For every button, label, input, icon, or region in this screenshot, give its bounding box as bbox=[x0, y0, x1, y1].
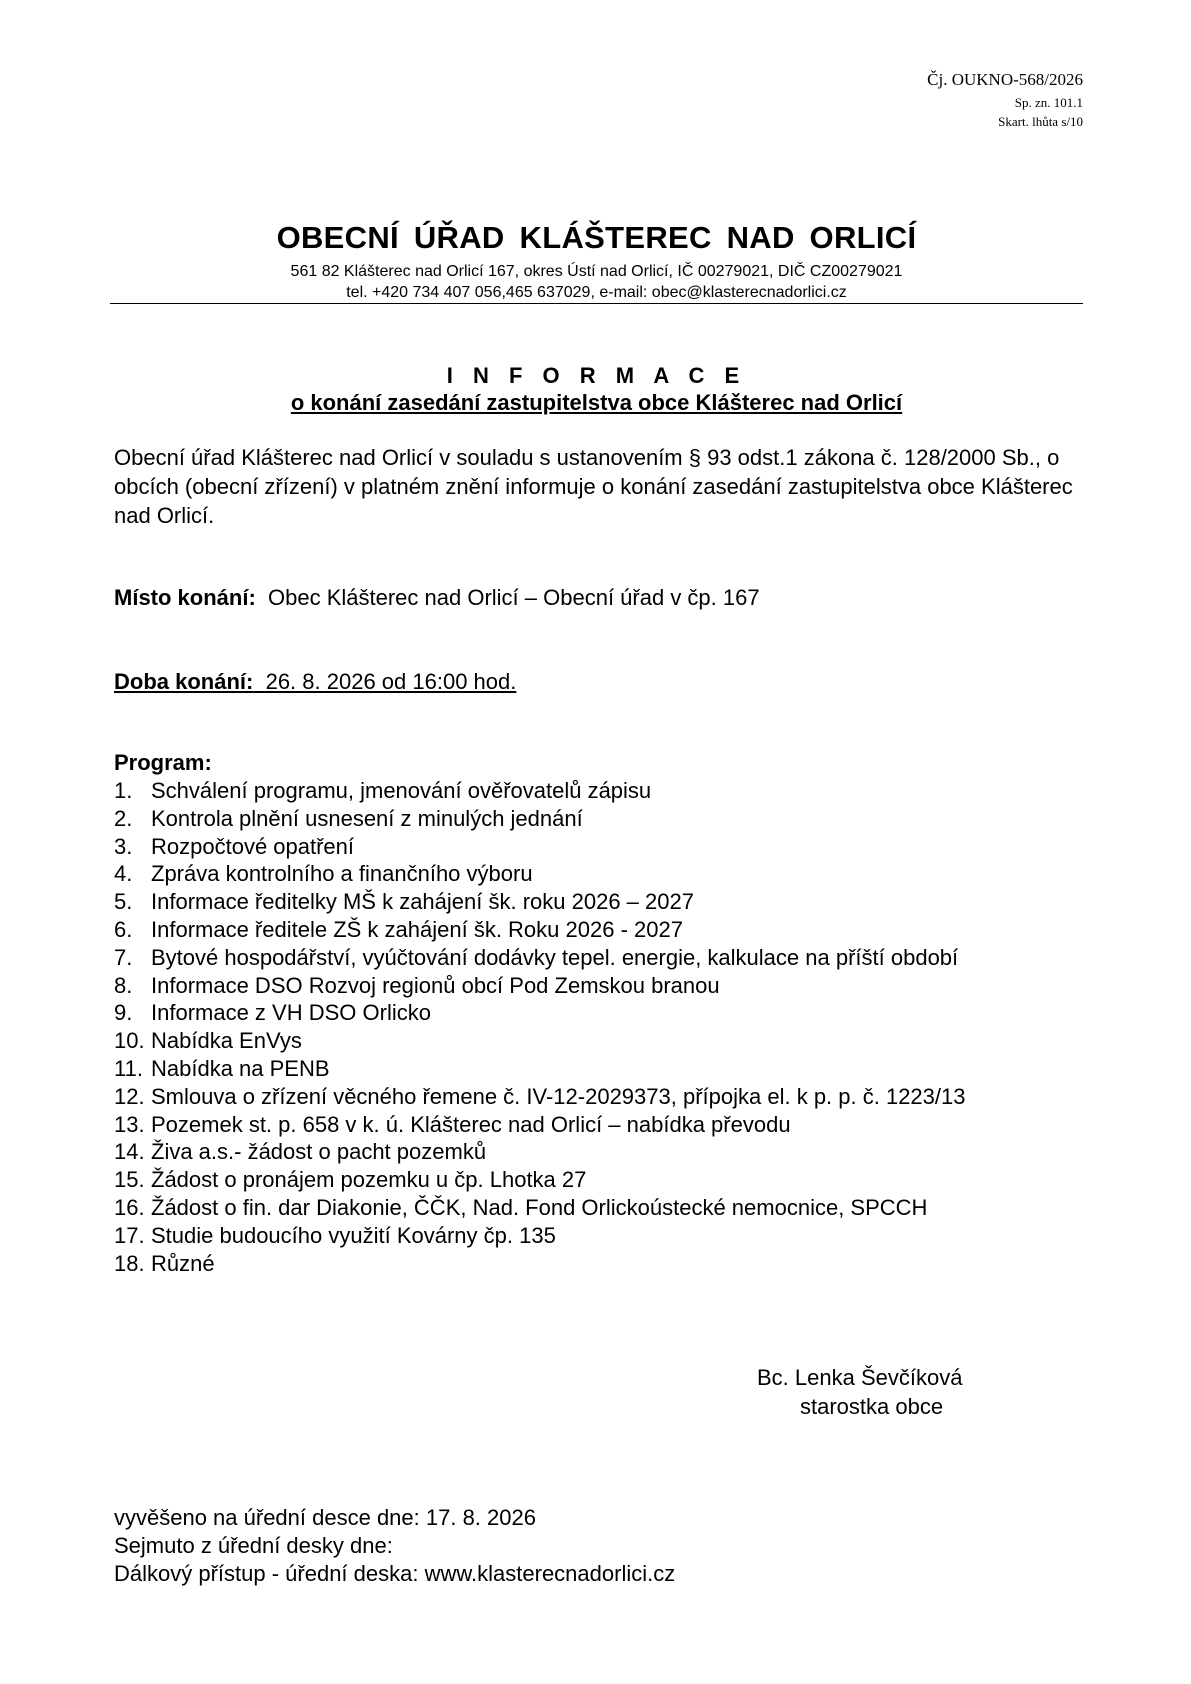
item-text: Informace z VH DSO Orlicko bbox=[151, 1000, 431, 1026]
program-heading: Program: bbox=[114, 750, 212, 775]
item-text: Živa a.s.- žádost o pacht pozemků bbox=[151, 1139, 487, 1165]
office-address: 561 82 Klášterec nad Orlicí 167, okres Ústí nad Orlicí, IČ 00279021, DIČ CZ00279021 bbox=[290, 263, 903, 280]
list-item bbox=[114, 777, 965, 805]
item-number: 10. bbox=[114, 1028, 145, 1054]
item-text: Bytové hospodářství, vyúčtování dodávky tepel. energie, kalkulace na příští období bbox=[151, 944, 959, 970]
item-number: 12. bbox=[114, 1083, 145, 1109]
shredding-period: Skart. lhůta s/10 bbox=[998, 114, 1083, 129]
item-number: 1. bbox=[114, 778, 133, 803]
file-mark: Sp. zn. 101.1 bbox=[1014, 95, 1083, 110]
meeting-date-value: 26. 8. 2026 od 16:00 hod. bbox=[265, 669, 517, 694]
item-number: 16. bbox=[114, 1194, 145, 1220]
meeting-place-label: Místo konání: bbox=[114, 585, 256, 610]
item-number: 14. bbox=[114, 1139, 145, 1165]
program-list bbox=[114, 777, 965, 1277]
item-text: Schválení programu, jmenování ověřovatelů zápisu bbox=[151, 778, 652, 803]
remote-access: Dálkový přístup - úřední deska: www.klasterecnadorlici.cz bbox=[114, 1561, 676, 1586]
item-number: 8. bbox=[114, 972, 133, 998]
item-text: Pozemek st. p. 658 v k. ú. Klášterec nad Orlicí – nabídka převodu bbox=[151, 1111, 791, 1137]
item-text: Nabídka EnVys bbox=[151, 1028, 302, 1054]
item-text: Zpráva kontrolního a finančního výboru bbox=[151, 861, 533, 887]
meeting-place bbox=[114, 585, 760, 611]
list-item bbox=[114, 1250, 965, 1278]
list-item bbox=[114, 944, 965, 972]
item-text: Rozpočtové opatření bbox=[151, 833, 355, 859]
meeting-place-value: Obec Klášterec nad Orlicí – Obecní úřad v čp. 167 bbox=[268, 585, 760, 610]
item-number: 15. bbox=[114, 1167, 145, 1193]
list-item bbox=[114, 1222, 965, 1250]
item-number: 6. bbox=[114, 916, 133, 942]
item-text: Informace DSO Rozvoj regionů obcí Pod Zemskou branou bbox=[151, 972, 720, 998]
item-number: 11. bbox=[114, 1055, 143, 1081]
item-number: 13. bbox=[114, 1111, 145, 1137]
list-item bbox=[114, 860, 965, 888]
item-text: Žádost o pronájem pozemku u čp. Lhotka 27 bbox=[151, 1167, 587, 1193]
list-item bbox=[114, 1111, 965, 1139]
office-title: OBECNÍ ÚŘAD KLÁŠTEREC NAD ORLICÍ bbox=[276, 220, 917, 255]
item-number: 9. bbox=[114, 1000, 133, 1026]
item-number: 4. bbox=[114, 861, 133, 887]
item-number: 7. bbox=[114, 944, 133, 970]
meeting-date-label: Doba konání: bbox=[114, 669, 254, 694]
list-item bbox=[114, 999, 965, 1027]
list-item bbox=[114, 833, 965, 861]
item-number: 17. bbox=[114, 1222, 145, 1248]
signatory-name: Bc. Lenka Ševčíková bbox=[757, 1365, 963, 1390]
signatory-role: starostka obce bbox=[800, 1394, 944, 1419]
list-item bbox=[114, 1027, 965, 1055]
list-item bbox=[114, 888, 965, 916]
item-text: Informace ředitelky MŠ k zahájení šk. roku 2026 – 2027 bbox=[151, 889, 694, 915]
item-text: Nabídka na PENB bbox=[151, 1055, 330, 1081]
document-subtitle: o konání zasedání zastupitelstva obce Klášterec nad Orlicí bbox=[290, 390, 903, 415]
list-item bbox=[114, 916, 965, 944]
item-number: 5. bbox=[114, 889, 133, 915]
meeting-date bbox=[114, 669, 516, 695]
item-text: Studie budoucího využití Kovárny čp. 135 bbox=[151, 1222, 556, 1248]
list-item bbox=[114, 1055, 965, 1083]
removed-date: Sejmuto z úřední desky dne: bbox=[114, 1533, 393, 1558]
header-divider bbox=[110, 303, 1083, 304]
list-item bbox=[114, 1166, 965, 1194]
item-text: Žádost o fin. dar Diakonie, ČČK, Nad. Fond Orlickoústecké nemocnice, SPCCH bbox=[151, 1194, 928, 1220]
list-item bbox=[114, 1194, 965, 1222]
item-number: 3. bbox=[114, 833, 133, 859]
list-item bbox=[114, 805, 965, 833]
list-item bbox=[114, 1083, 965, 1111]
office-contact: tel. +420 734 407 056,465 637029, e-mail: obec@klasterecnadorlici.cz bbox=[346, 284, 847, 301]
item-text: Smlouva o zřízení věcného řemene č. IV-12-2029373, přípojka el. k p. p. č. 1223/13 bbox=[151, 1083, 966, 1109]
reference-number: Čj. OUKNO-568/2026 bbox=[927, 70, 1083, 89]
item-number: 2. bbox=[114, 805, 133, 831]
intro-paragraph: Obecní úřad Klášterec nad Orlicí v souladu s ustanovením § 93 odst.1 zákona č. 128/2000 Sb., o obcích (obecní zřízení) v platném znění informuje o konání zasedání zastupitelstva obce Klášterec nad Orlicí. bbox=[114, 445, 1073, 528]
document-title: I N F O R M A C E bbox=[446, 363, 747, 388]
item-text: Různé bbox=[151, 1250, 215, 1276]
list-item bbox=[114, 1138, 965, 1166]
list-item bbox=[114, 972, 965, 1000]
item-text: Informace ředitele ZŠ k zahájení šk. Roku 2026 - 2027 bbox=[151, 916, 683, 942]
item-number: 18. bbox=[114, 1250, 145, 1276]
posted-date: vyvěšeno na úřední desce dne: 17. 8. 2026 bbox=[114, 1505, 536, 1530]
item-text: Kontrola plnění usnesení z minulých jednání bbox=[151, 805, 583, 831]
